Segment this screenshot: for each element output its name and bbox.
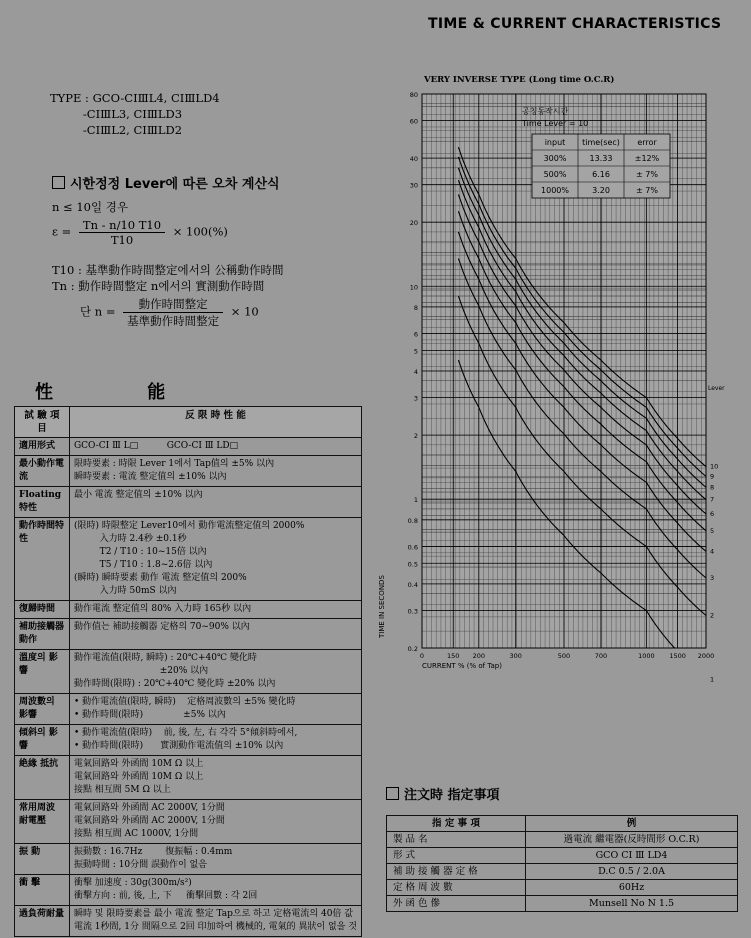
y-tick-label: 0.2 [407, 645, 418, 653]
x-tick-label: 150 [447, 652, 460, 660]
inset-cell: 300% [543, 154, 567, 163]
perf-item-value [69, 875, 361, 906]
order-spec-example: 60Hz [526, 880, 738, 896]
perf-item-value [69, 456, 361, 487]
inset-cell: time(sec) [582, 138, 620, 147]
perf-item-name: 絶緣 抵抗 [15, 756, 70, 800]
order-spec-example: GCO CI Ⅲ LD4 [526, 848, 738, 864]
times-100: × 100(%) [172, 224, 228, 239]
x-tick-label: 1000 [638, 652, 655, 660]
inset-cell: 6.16 [592, 170, 610, 179]
y-tick-label: 10 [409, 283, 418, 292]
perf-value-line: 電氣回路와 外函間 AC 2000V, 1分間 [73, 803, 225, 813]
table-row [15, 456, 362, 487]
perf-value-line: 電流 1秒間, 1分 間隔으로 2回 印加하여 機械的, 電氣的 異狀이 없을 것 [73, 922, 357, 932]
y-tick-label: 0.4 [407, 580, 418, 589]
perf-value-line: 電氣回路와 外函間 10M Ω 以上 [73, 772, 204, 782]
perf-item-name: 傾斜의 影響 [15, 725, 70, 756]
inset-cell: 3.20 [592, 186, 610, 195]
perf-value-line: 瞬時要素 : 電流 整定值의 ±10% 以內 [73, 472, 227, 482]
t10-definition: T10 : 基準動作時間整定에서의 公稱動作時間 [52, 263, 284, 277]
perf-value-line: • 動作電流值(限時, 瞬時) 定格周波數의 ±5% 變化時 [73, 697, 296, 707]
lever-value-label: 2 [710, 611, 715, 620]
lever-value-label: 9 [710, 472, 715, 481]
table-row [15, 694, 362, 725]
perf-item-name: 最小動作電流 [15, 456, 70, 487]
table-row [15, 650, 362, 694]
y-tick-label: 8 [413, 303, 418, 312]
inset-cell: ± 7% [636, 170, 658, 179]
y-tick-label: 0.5 [407, 560, 418, 569]
perf-item-name: 適用形式 [15, 438, 70, 456]
y-tick-label: 1 [413, 496, 418, 505]
perf-value-line: 入力時 50mS 以內 [73, 586, 177, 596]
perf-value-line: 動作值는 補助接觸器 定格의 70~90% 以內 [73, 622, 250, 632]
x-tick-label: 500 [557, 652, 571, 660]
lever-value-label: 8 [710, 483, 715, 492]
n-fraction [123, 296, 223, 329]
type-line-3: -CIⅢL2, CIⅢLD2 [50, 123, 183, 137]
perf-value-line: 瞬時 및 限時要素를 最小 電流 整定 Tap으로 하고 定格電流의 40倍 값 [73, 909, 353, 919]
order-spec-name: 外 函 色 傪 [387, 896, 526, 912]
perf-value-line: 衝擊 加速度 : 30g(300m/s²) [73, 878, 192, 888]
perf-item-name: 補助接觸器 動作 [15, 619, 70, 650]
error-fraction [79, 218, 165, 247]
perf-item-name: 過負荷耐量 [15, 906, 70, 937]
fraction-denominator: T10 [110, 233, 134, 247]
inset-cell: 13.33 [589, 154, 613, 163]
perf-value-line: GCO-CI Ⅲ L□ GCO-CI Ⅲ LD□ [73, 441, 239, 451]
type-list [50, 90, 220, 138]
y-axis-label: TIME IN SECONDS [378, 575, 386, 638]
table-row [15, 800, 362, 844]
perf-value-line: 動作電流 整定值의 80% 入力時 165秒 以內 [73, 604, 252, 614]
table-row [387, 848, 738, 864]
perf-value-line: • 動作時間(限時) ±5% 以內 [73, 710, 226, 720]
lever-value-label: 10 [710, 462, 719, 471]
y-tick-label: 0.8 [407, 516, 418, 525]
order-spec-name: 定 格 周 波 數 [387, 880, 526, 896]
lever-value-label: 7 [710, 495, 715, 504]
perf-item-value [69, 725, 361, 756]
n-times: × 10 [230, 304, 259, 319]
table-row [15, 725, 362, 756]
table-row [15, 487, 362, 518]
x-tick-label: 700 [594, 652, 608, 660]
perf-value-line: 動作時間(限時) : 20℃+40℃ 變化時 ±20% 以內 [73, 679, 276, 689]
order-spec-example: 過電流 繼電器(反時間形 O.C.R) [526, 832, 738, 848]
perf-value-line: 接點 相互間 AC 1000V, 1分間 [73, 829, 199, 839]
inset-cell: 500% [543, 170, 567, 179]
lever-value-label: 6 [710, 509, 715, 518]
order-spec-name: 形 式 [387, 848, 526, 864]
chart-title: VERY INVERSE TYPE (Long time O.C.R) [424, 75, 615, 85]
perf-item-value [69, 487, 361, 518]
perf-value-line: (瞬時) 瞬時要素 動作 電流 整定值의 200% [73, 573, 247, 583]
perf-col-value: 反 限 時 性 能 [69, 407, 361, 438]
order-col-example: 例 [526, 816, 738, 832]
order-heading: 注文時 指定事項 [386, 784, 500, 803]
perf-value-line: ±20% 以內 [73, 666, 209, 676]
perf-value-line: 限時要素 : 時限 Lever 1에서 Tap值의 ±5% 以內 [73, 459, 275, 469]
n-formula [80, 296, 259, 329]
perf-item-value [69, 756, 361, 800]
perf-item-name: 動作時間特性 [15, 518, 70, 601]
perf-item-value [69, 619, 361, 650]
perf-value-line: 電氣回路와 外函間 10M Ω 以上 [73, 759, 204, 769]
perf-col-item: 試 驗 項 目 [15, 407, 70, 438]
y-tick-label: 5 [413, 347, 418, 356]
inset-cell: ±12% [634, 154, 660, 163]
x-tick-label: 300 [509, 652, 522, 660]
y-tick-label: 20 [409, 219, 418, 228]
fraction-numerator: Tn - n/10 T10 [79, 218, 165, 233]
type-line-2: -CIⅢL3, CIⅢLD3 [50, 107, 183, 121]
order-table [386, 815, 738, 912]
perf-value-line: T2 / T10 : 10~15倍 以內 [73, 547, 207, 557]
perf-item-name: 復歸時間 [15, 601, 70, 619]
table-row [387, 880, 738, 896]
perf-value-line: 接點 相互間 5M Ω 以上 [73, 785, 171, 795]
error-calc-heading: 시한정정 Lever에 따른 오차 계산식 [52, 173, 280, 192]
y-tick-label: 30 [409, 181, 418, 190]
y-tick-label: 40 [409, 155, 418, 164]
inset-cell: input [544, 138, 566, 147]
performance-table [14, 406, 362, 937]
table-row [15, 438, 362, 456]
perf-item-name: 溫度의 影響 [15, 650, 70, 694]
y-tick-label: 80 [409, 91, 418, 99]
n-denominator: 基準動作時間整定 [127, 314, 220, 328]
x-tick-label: 2000 [697, 652, 715, 660]
error-condition: n ≤ 10일 경우 [52, 200, 128, 214]
checkbox-square-icon [52, 176, 65, 189]
y-tick-label: 0.3 [407, 607, 418, 616]
order-spec-example: Munsell No N 1.5 [526, 896, 738, 912]
table-row [15, 518, 362, 601]
tn-definition: Tn : 動作時間整定 n에서의 實測動作時間 [52, 279, 265, 293]
type-line-1: TYPE : GCO-CIⅢL4, CIⅢLD4 [50, 91, 220, 105]
y-tick-label: 3 [413, 394, 418, 403]
perf-value-line: 振動時間 : 10分間 誤動作이 없음 [73, 860, 207, 870]
x-tick-label: 1500 [669, 652, 686, 660]
lever-label: Lever [708, 385, 725, 393]
page-title: TIME & CURRENT CHARACTERISTICS [428, 16, 722, 32]
table-row [15, 875, 362, 906]
perf-item-value [69, 906, 361, 937]
time-current-chart [372, 86, 744, 684]
table-row [387, 864, 738, 880]
perf-item-value [69, 650, 361, 694]
table-row [15, 601, 362, 619]
error-formula [52, 218, 228, 247]
inset-cell: ± 7% [636, 186, 658, 195]
order-spec-name: 補 助 接 觸 器 定 格 [387, 864, 526, 880]
lever-value-label: 3 [710, 574, 715, 583]
perf-item-value [69, 601, 361, 619]
perf-value-line: T5 / T10 : 1.8~2.6倍 以內 [73, 560, 213, 570]
table-row [387, 896, 738, 912]
perf-item-value [69, 694, 361, 725]
perf-item-name: 衝 擊 [15, 875, 70, 906]
x-axis-label: CURRENT % (% of Tap) [422, 662, 502, 670]
performance-title: 性 能 [35, 382, 210, 403]
eps-label: ε = [52, 224, 72, 239]
table-row [15, 756, 362, 800]
lever-value-label: 4 [710, 547, 715, 556]
perf-value-line: • 動作電流值(限時) 前, 後, 左, 右 각각 5°傾斜時에서, [73, 728, 298, 738]
table-row [15, 844, 362, 875]
order-col-spec: 指 定 事 項 [387, 816, 526, 832]
perf-item-name: Floating 特性 [15, 487, 70, 518]
order-spec-example: D.C 0.5 / 2.0A [526, 864, 738, 880]
x-tick-label: 200 [472, 652, 486, 660]
perf-value-line: • 動作時間(限時) 實測動作電流值의 ±10% 以內 [73, 741, 284, 751]
table-row [387, 832, 738, 848]
y-tick-label: 0.6 [407, 543, 418, 552]
n-numerator: 動作時間整定 [123, 296, 223, 313]
order-spec-name: 製 品 名 [387, 832, 526, 848]
perf-value-line: 衝擊方向 : 前, 後, 上, 下 衝擊回數 : 각 2回 [73, 891, 258, 901]
perf-value-line: 最小 電流 整定值의 ±10% 以內 [73, 490, 203, 500]
inset-title: 공칭동작시간 [522, 107, 569, 116]
checkbox-square-icon [386, 787, 399, 800]
inset-subtitle: Time Lever = 10 [522, 119, 589, 128]
perf-item-value [69, 844, 361, 875]
y-tick-label: 2 [413, 432, 418, 441]
perf-value-line: (限時) 時限整定 Lever10에서 動作電流整定值의 2000% [73, 521, 305, 531]
perf-value-line: 電氣回路와 外函間 AC 2000V, 1分間 [73, 816, 225, 826]
x-tick-label: 0 [419, 652, 425, 660]
perf-value-line: 入力時 2.4秒 ±0.1秒 [73, 534, 187, 544]
table-row [15, 619, 362, 650]
lever-value-label: 5 [710, 526, 715, 535]
perf-item-name: 周波數의 影響 [15, 694, 70, 725]
y-tick-label: 4 [413, 368, 418, 376]
perf-item-name: 振 動 [15, 844, 70, 875]
perf-value-line: 振動數 : 16.7Hz 復振幅 : 0.4mm [73, 847, 233, 857]
perf-item-value [69, 800, 361, 844]
table-row [15, 906, 362, 937]
perf-value-line: 動作電流值(限時, 瞬時) : 20℃+40℃ 變化時 [73, 653, 257, 663]
y-tick-label: 60 [409, 117, 418, 126]
perf-item-name: 常用周波 耐電壓 [15, 800, 70, 844]
perf-item-value [69, 518, 361, 601]
perf-item-value [69, 438, 361, 456]
inset-cell: 1000% [541, 186, 569, 195]
y-tick-label: 6 [413, 330, 418, 339]
inset-cell: error [637, 138, 657, 147]
lever-value-label: 1 [710, 675, 715, 684]
n-label: 단 n = [80, 304, 116, 319]
